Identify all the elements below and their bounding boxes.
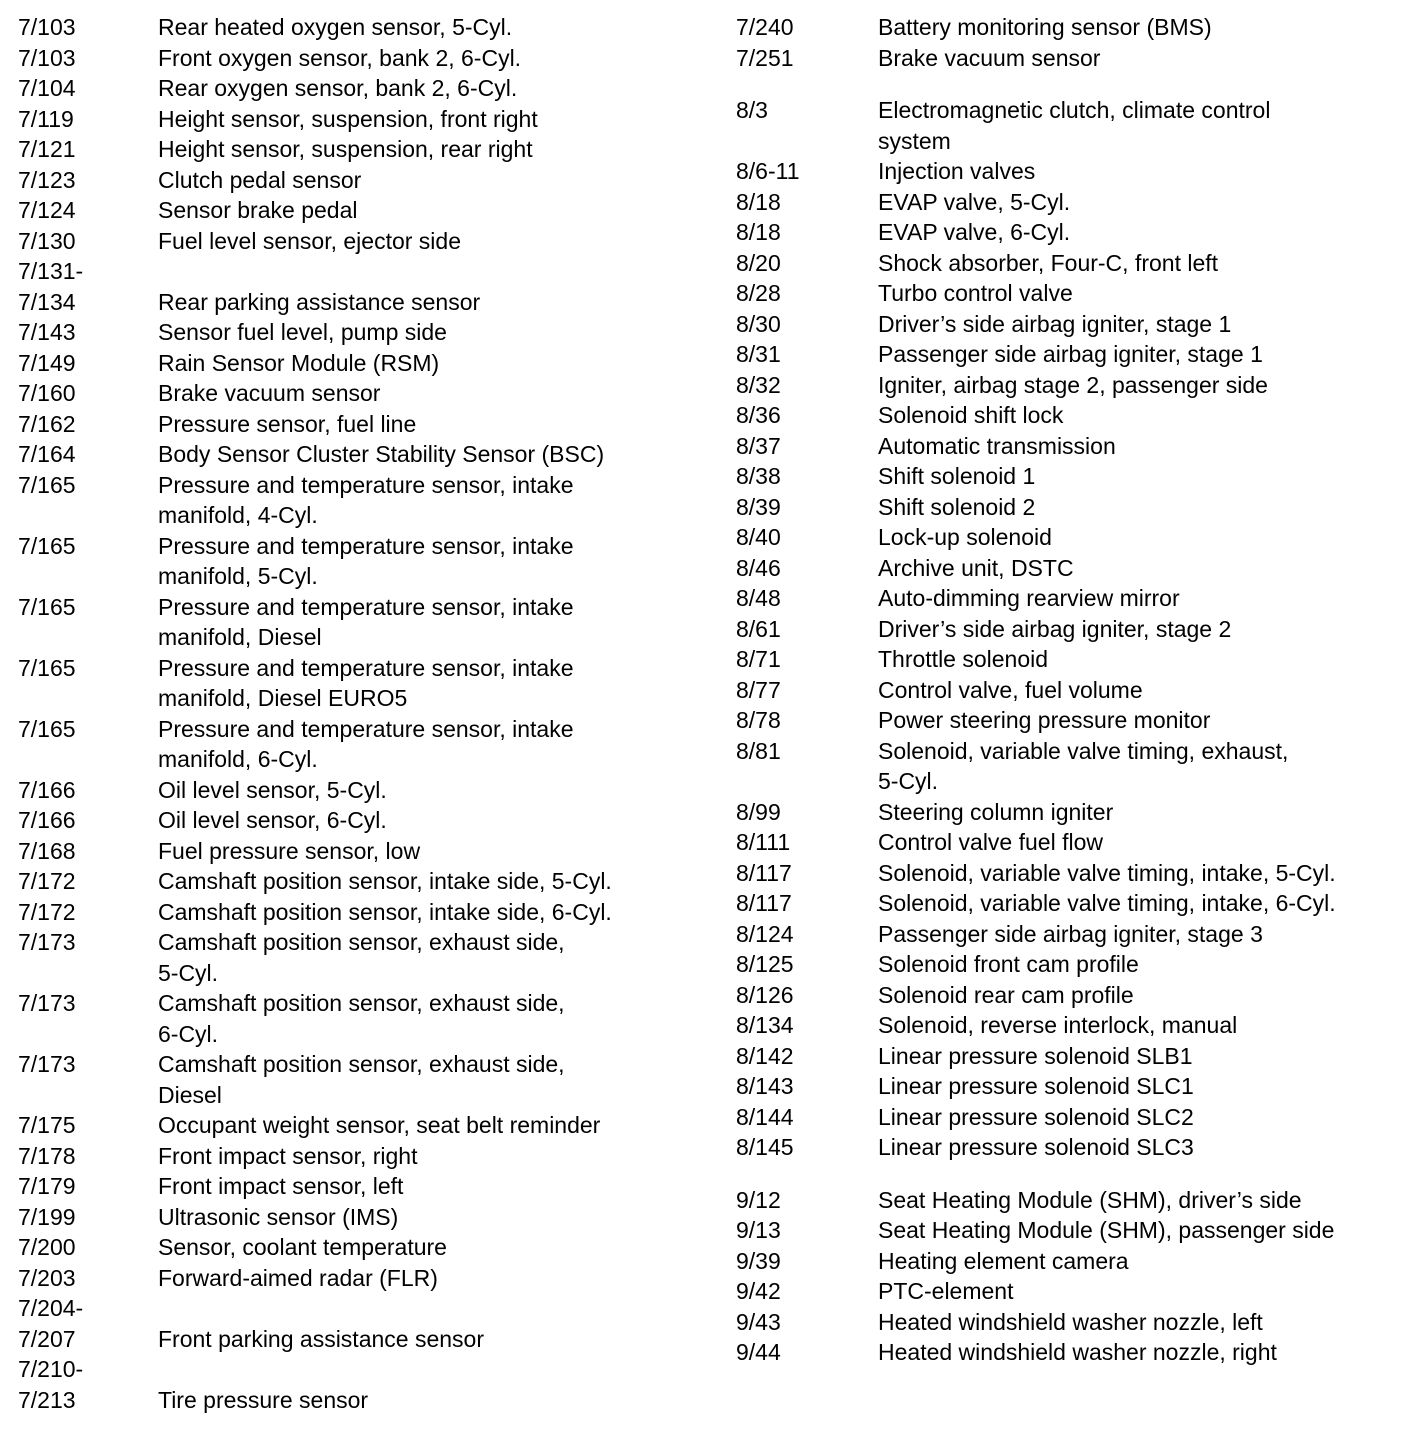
component-code: 9/39 xyxy=(736,1247,781,1274)
component-entry xyxy=(18,104,708,135)
component-entry xyxy=(18,134,708,165)
component-entry xyxy=(18,805,708,836)
component-code: 8/145 xyxy=(736,1134,794,1160)
component-code: 7/165 xyxy=(18,654,76,681)
component-description: Linear pressure solenoid SLC3 xyxy=(878,1134,1194,1160)
component-code: 7/173 xyxy=(18,1051,76,1077)
component-description: Seat Heating Module (SHM), passenger side xyxy=(878,1217,1335,1243)
component-entry xyxy=(18,195,708,226)
component-code: 9/42 xyxy=(736,1278,781,1304)
component-description: Solenoid front cam profile xyxy=(878,951,1139,977)
component-description: Fuel pressure sensor, low xyxy=(158,837,421,864)
component-code: 7/207 xyxy=(18,1325,76,1352)
component-code: 9/13 xyxy=(736,1217,781,1243)
component-code: 8/18 xyxy=(736,188,781,215)
component-entry xyxy=(736,370,1406,401)
component-code: 7/134 xyxy=(18,288,76,315)
component-description: Control valve, fuel volume xyxy=(878,676,1143,703)
component-entry xyxy=(18,1202,708,1233)
component-description: Pressure and temperature sensor, intake manifold, Diesel EURO5 xyxy=(158,654,574,711)
component-code: 7/160 xyxy=(18,380,76,406)
component-entry xyxy=(18,988,708,1049)
component-entry xyxy=(18,836,708,867)
component-code: 8/125 xyxy=(736,951,794,977)
component-entry xyxy=(736,553,1406,584)
component-entry xyxy=(736,980,1406,1011)
component-code: 7/130 xyxy=(18,227,76,254)
component-description: EVAP valve, 5-Cyl. xyxy=(878,188,1071,215)
component-code: 8/46 xyxy=(736,554,781,581)
component-code: 8/28 xyxy=(736,280,781,306)
component-entry xyxy=(736,1215,1406,1246)
component-code: 7/172 xyxy=(18,868,76,894)
component-description: Solenoid, reverse interlock, manual xyxy=(878,1012,1238,1038)
component-description: Tire pressure sensor xyxy=(158,1386,369,1413)
component-description: Automatic transmission xyxy=(878,432,1116,459)
component-entry xyxy=(18,1171,708,1202)
component-description: Camshaft position sensor, exhaust side, Diesel xyxy=(158,1051,565,1108)
component-code: 9/12 xyxy=(736,1186,781,1213)
component-code: 8/117 xyxy=(736,890,792,916)
component-entry xyxy=(736,949,1406,980)
component-entry xyxy=(736,827,1406,858)
component-entry xyxy=(18,775,708,806)
component-code: 7/166 xyxy=(18,807,76,833)
component-description: Linear pressure solenoid SLC2 xyxy=(878,1103,1194,1130)
component-code: 7/143 xyxy=(18,319,76,345)
component-description: Oil level sensor, 6-Cyl. xyxy=(158,807,387,833)
component-code: 8/99 xyxy=(736,798,781,825)
component-code: 8/124 xyxy=(736,920,794,947)
component-code: 8/48 xyxy=(736,585,781,611)
component-description: Clutch pedal sensor xyxy=(158,166,362,193)
component-description: Solenoid, variable valve timing, intake, 5-Cyl. xyxy=(878,859,1336,886)
component-description: Driver’s side airbag igniter, stage 1 xyxy=(878,310,1232,337)
component-entry xyxy=(18,1232,708,1263)
component-entry xyxy=(736,522,1406,553)
component-entry xyxy=(18,1324,708,1355)
component-entry xyxy=(18,43,708,74)
component-code: 7/178 xyxy=(18,1142,76,1169)
component-code: 7/240 xyxy=(736,14,794,40)
component-description: Turbo control valve xyxy=(878,280,1073,306)
component-entry xyxy=(736,1102,1406,1133)
component-code: 8/77 xyxy=(736,676,781,703)
component-entry xyxy=(18,409,708,440)
component-entry xyxy=(18,165,708,196)
right-component-list xyxy=(736,12,1406,1368)
component-description: Camshaft position sensor, intake side, 6-Cyl. xyxy=(158,898,612,925)
component-entry xyxy=(736,736,1406,797)
component-code: 8/81 xyxy=(736,737,781,764)
component-entry xyxy=(736,614,1406,645)
component-description: Injection valves xyxy=(878,158,1036,184)
component-code: 8/20 xyxy=(736,249,781,276)
component-description: Front impact sensor, left xyxy=(158,1173,404,1199)
component-description: Rear heated oxygen sensor, 5-Cyl. xyxy=(158,14,513,40)
component-entry xyxy=(18,927,708,988)
component-entry xyxy=(18,531,708,592)
component-code: 8/31 xyxy=(736,341,781,367)
component-description: Occupant weight sensor, seat belt reminder xyxy=(158,1112,601,1138)
component-code: 7/210- xyxy=(18,1356,84,1382)
component-code: 7/124 xyxy=(18,197,76,223)
component-entry xyxy=(736,1010,1406,1041)
component-entry xyxy=(18,287,708,318)
component-code: 8/3 xyxy=(736,97,768,123)
component-description: Solenoid rear cam profile xyxy=(878,981,1134,1008)
component-code: 8/134 xyxy=(736,1012,794,1038)
component-description: Shock absorber, Four-C, front left xyxy=(878,249,1219,276)
component-code: 7/149 xyxy=(18,349,76,376)
component-description: Height sensor, suspension, front right xyxy=(158,105,538,132)
component-entry xyxy=(18,1141,708,1172)
component-description: Oil level sensor, 5-Cyl. xyxy=(158,776,387,803)
component-entry xyxy=(736,1276,1406,1307)
component-entry xyxy=(736,1185,1406,1216)
component-code: 8/36 xyxy=(736,402,781,428)
component-description: Passenger side airbag igniter, stage 3 xyxy=(878,920,1263,947)
component-description: Rear oxygen sensor, bank 2, 6-Cyl. xyxy=(158,75,518,101)
component-description: Pressure and temperature sensor, intake manifold, 4-Cyl. xyxy=(158,471,574,528)
component-description: Solenoid, variable valve timing, exhaust, 5-Cyl. xyxy=(878,737,1289,794)
component-description: Ultrasonic sensor (IMS) xyxy=(158,1203,399,1230)
component-entry xyxy=(736,858,1406,889)
component-description: PTC-element xyxy=(878,1278,1014,1304)
component-entry xyxy=(18,470,708,531)
component-code: 7/123 xyxy=(18,166,76,193)
component-entry xyxy=(736,492,1406,523)
component-code: 7/199 xyxy=(18,1203,76,1230)
left-component-list xyxy=(18,12,708,1415)
component-entry xyxy=(736,919,1406,950)
component-description: Power steering pressure monitor xyxy=(878,707,1211,733)
component-description: Front parking assistance sensor xyxy=(158,1325,484,1352)
component-code: 7/121 xyxy=(18,136,76,162)
component-description: Heating element camera xyxy=(878,1247,1129,1274)
component-code: 7/131- xyxy=(18,258,84,284)
component-code: 8/38 xyxy=(736,463,781,489)
component-entry xyxy=(18,378,708,409)
component-entry xyxy=(18,1049,708,1110)
component-code: 7/173 xyxy=(18,990,76,1016)
component-description: Lock-up solenoid xyxy=(878,524,1052,550)
component-entry xyxy=(736,278,1406,309)
component-code: 7/164 xyxy=(18,441,76,467)
component-code: 8/142 xyxy=(736,1042,794,1069)
component-entry xyxy=(736,797,1406,828)
component-description: Front oxygen sensor, bank 2, 6-Cyl. xyxy=(158,44,522,71)
component-description: Pressure sensor, fuel line xyxy=(158,410,417,437)
group-spacer xyxy=(736,73,1406,95)
component-entry xyxy=(18,439,708,470)
component-code: 7/165 xyxy=(18,532,76,559)
component-description: Brake vacuum sensor xyxy=(158,380,381,406)
component-description: Auto-dimming rearview mirror xyxy=(878,585,1180,611)
component-code: 7/200 xyxy=(18,1234,76,1260)
component-code: 7/165 xyxy=(18,593,76,620)
component-code: 8/40 xyxy=(736,524,781,550)
component-description: EVAP valve, 6-Cyl. xyxy=(878,219,1071,245)
component-code: 8/39 xyxy=(736,493,781,520)
component-entry xyxy=(736,1337,1406,1368)
component-description: Sensor brake pedal xyxy=(158,197,358,223)
component-description: Heated windshield washer nozzle, left xyxy=(878,1308,1263,1335)
component-code: 7/168 xyxy=(18,837,76,864)
component-description: Linear pressure solenoid SLC1 xyxy=(878,1073,1194,1099)
component-code: 7/162 xyxy=(18,410,76,437)
component-entry xyxy=(18,1385,708,1416)
component-code: 7/203 xyxy=(18,1264,76,1291)
component-entry xyxy=(736,95,1406,156)
component-description xyxy=(158,1354,708,1385)
component-description: Igniter, airbag stage 2, passenger side xyxy=(878,371,1268,398)
component-code: 7/204- xyxy=(18,1295,84,1321)
component-description: Body Sensor Cluster Stability Sensor (BSC) xyxy=(158,441,605,467)
component-entry xyxy=(18,1293,708,1324)
component-entry xyxy=(18,226,708,257)
component-code: 7/251 xyxy=(736,44,794,71)
component-entry xyxy=(736,888,1406,919)
component-entry xyxy=(736,1246,1406,1277)
component-code: 7/175 xyxy=(18,1112,76,1138)
component-entry xyxy=(736,1307,1406,1338)
component-entry xyxy=(18,653,708,714)
component-description: Electromagnetic clutch, climate control system xyxy=(878,97,1271,154)
group-spacer xyxy=(736,1163,1406,1185)
component-description: Sensor, coolant temperature xyxy=(158,1234,447,1260)
component-code: 7/166 xyxy=(18,776,76,803)
component-entry xyxy=(736,217,1406,248)
component-description: Rear parking assistance sensor xyxy=(158,288,481,315)
component-entry xyxy=(736,1041,1406,1072)
component-description: Battery monitoring sensor (BMS) xyxy=(878,14,1212,40)
component-code: 8/144 xyxy=(736,1103,794,1130)
component-description: Fuel level sensor, ejector side xyxy=(158,227,461,254)
component-code: 7/103 xyxy=(18,44,76,71)
component-description: Front impact sensor, right xyxy=(158,1142,418,1169)
component-code: 7/165 xyxy=(18,715,76,742)
component-description: Heated windshield washer nozzle, right xyxy=(878,1339,1277,1365)
component-entry xyxy=(736,248,1406,279)
component-entry xyxy=(736,431,1406,462)
component-entry xyxy=(736,43,1406,74)
component-code: 7/179 xyxy=(18,1173,76,1199)
component-code: 9/44 xyxy=(736,1339,781,1365)
component-entry xyxy=(18,1110,708,1141)
component-entry xyxy=(18,1263,708,1294)
component-code: 7/173 xyxy=(18,929,76,955)
component-entry xyxy=(18,592,708,653)
component-code: 8/30 xyxy=(736,310,781,337)
component-description xyxy=(158,1293,708,1324)
component-entry xyxy=(18,12,708,43)
component-entry xyxy=(18,348,708,379)
component-entry xyxy=(736,339,1406,370)
component-entry xyxy=(18,256,708,287)
component-code: 8/111 xyxy=(736,829,791,855)
component-entry xyxy=(736,156,1406,187)
component-entry xyxy=(736,461,1406,492)
component-code: 9/43 xyxy=(736,1308,781,1335)
component-description: Pressure and temperature sensor, intake manifold, Diesel xyxy=(158,593,574,650)
component-code: 8/18 xyxy=(736,219,781,245)
component-description: Rain Sensor Module (RSM) xyxy=(158,349,440,376)
component-description: Camshaft position sensor, intake side, 5-Cyl. xyxy=(158,868,612,894)
component-description: Pressure and temperature sensor, intake manifold, 5-Cyl. xyxy=(158,532,574,589)
component-description: Passenger side airbag igniter, stage 1 xyxy=(878,341,1263,367)
component-code: 8/126 xyxy=(736,981,794,1008)
component-entry xyxy=(18,897,708,928)
component-description: Control valve fuel flow xyxy=(878,829,1103,855)
component-code: 7/172 xyxy=(18,898,76,925)
component-description: Shift solenoid 2 xyxy=(878,493,1036,520)
component-code: 8/143 xyxy=(736,1073,794,1099)
component-description: Linear pressure solenoid SLB1 xyxy=(878,1042,1193,1069)
component-code: 7/103 xyxy=(18,14,76,40)
component-description: Archive unit, DSTC xyxy=(878,554,1074,581)
component-entry xyxy=(736,400,1406,431)
component-entry xyxy=(736,309,1406,340)
component-entry xyxy=(736,187,1406,218)
component-code: 8/32 xyxy=(736,371,781,398)
component-entry xyxy=(736,583,1406,614)
component-description: Forward-aimed radar (FLR) xyxy=(158,1264,438,1291)
component-entry xyxy=(736,1071,1406,1102)
component-entry xyxy=(18,866,708,897)
component-description: Height sensor, suspension, rear right xyxy=(158,136,533,162)
component-description: Seat Heating Module (SHM), driver’s side xyxy=(878,1186,1302,1213)
component-code: 7/213 xyxy=(18,1386,76,1413)
component-code: 7/119 xyxy=(18,105,74,132)
component-description: Steering column igniter xyxy=(878,798,1114,825)
component-code: 7/104 xyxy=(18,75,76,101)
component-entry xyxy=(18,73,708,104)
component-code: 7/165 xyxy=(18,471,76,498)
component-entry xyxy=(736,644,1406,675)
component-description: Camshaft position sensor, exhaust side, 5-Cyl. xyxy=(158,929,565,986)
component-description xyxy=(158,256,708,287)
component-description: Shift solenoid 1 xyxy=(878,463,1036,489)
component-entry xyxy=(736,1132,1406,1163)
component-entry xyxy=(18,714,708,775)
component-code: 8/37 xyxy=(736,432,781,459)
component-description: Driver’s side airbag igniter, stage 2 xyxy=(878,615,1232,642)
component-entry xyxy=(736,12,1406,43)
component-code: 8/71 xyxy=(736,646,781,672)
component-description: Brake vacuum sensor xyxy=(878,44,1101,71)
component-description: Pressure and temperature sensor, intake manifold, 6-Cyl. xyxy=(158,715,574,772)
component-description: Sensor fuel level, pump side xyxy=(158,319,447,345)
component-code: 8/78 xyxy=(736,707,781,733)
component-description: Solenoid shift lock xyxy=(878,402,1064,428)
component-entry xyxy=(736,705,1406,736)
component-description: Solenoid, variable valve timing, intake, 6-Cyl. xyxy=(878,890,1336,916)
component-description: Camshaft position sensor, exhaust side, 6-Cyl. xyxy=(158,990,565,1047)
component-entry xyxy=(736,675,1406,706)
component-description: Throttle solenoid xyxy=(878,646,1049,672)
component-entry xyxy=(18,1354,708,1385)
component-code: 8/61 xyxy=(736,615,781,642)
component-code: 8/6-11 xyxy=(736,158,800,184)
component-code: 8/117 xyxy=(736,859,792,886)
component-entry xyxy=(18,317,708,348)
